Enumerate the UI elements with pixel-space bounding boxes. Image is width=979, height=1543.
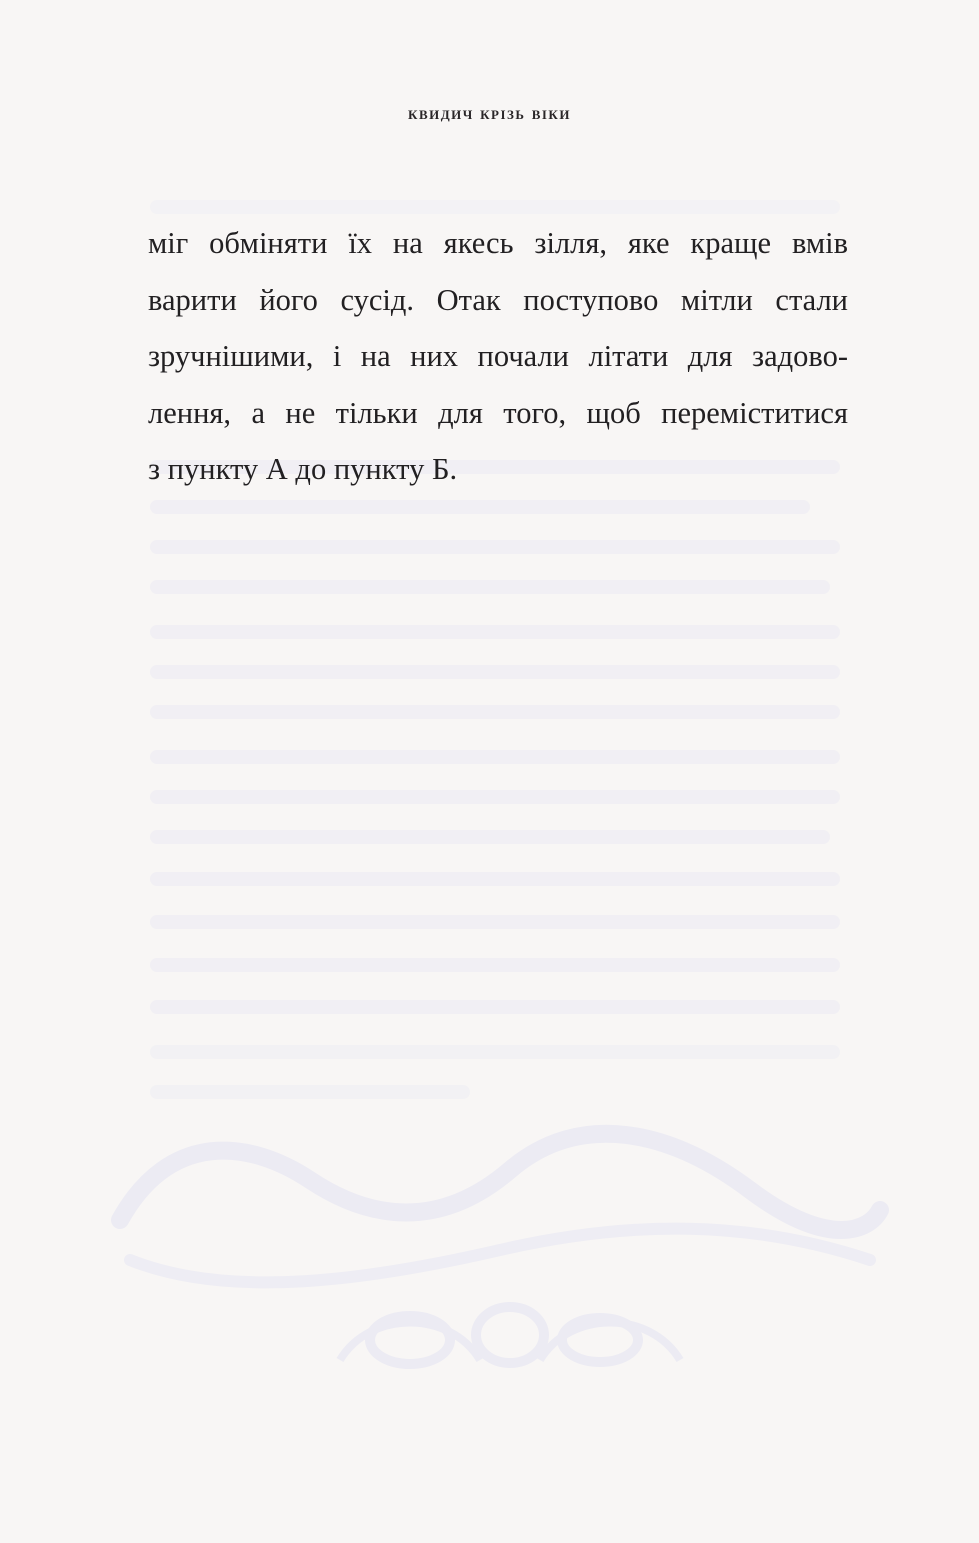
body-line: лення, а не тільки для того, щоб переміститися	[148, 395, 848, 430]
body-line: міг обміняти їх на якесь зілля, яке краще вмів	[148, 226, 848, 260]
reverse-ornament-bleed	[110, 1110, 890, 1370]
body-line: з пункту А до пункту Б.	[148, 452, 458, 486]
body-line: варити його сусід. Отак поступово мітли стали	[148, 282, 848, 317]
body-paragraph	[148, 215, 848, 498]
running-head: квидич крізь віки	[408, 103, 571, 124]
body-line: зручнішими, і на них почали літати для задово-	[148, 339, 848, 373]
